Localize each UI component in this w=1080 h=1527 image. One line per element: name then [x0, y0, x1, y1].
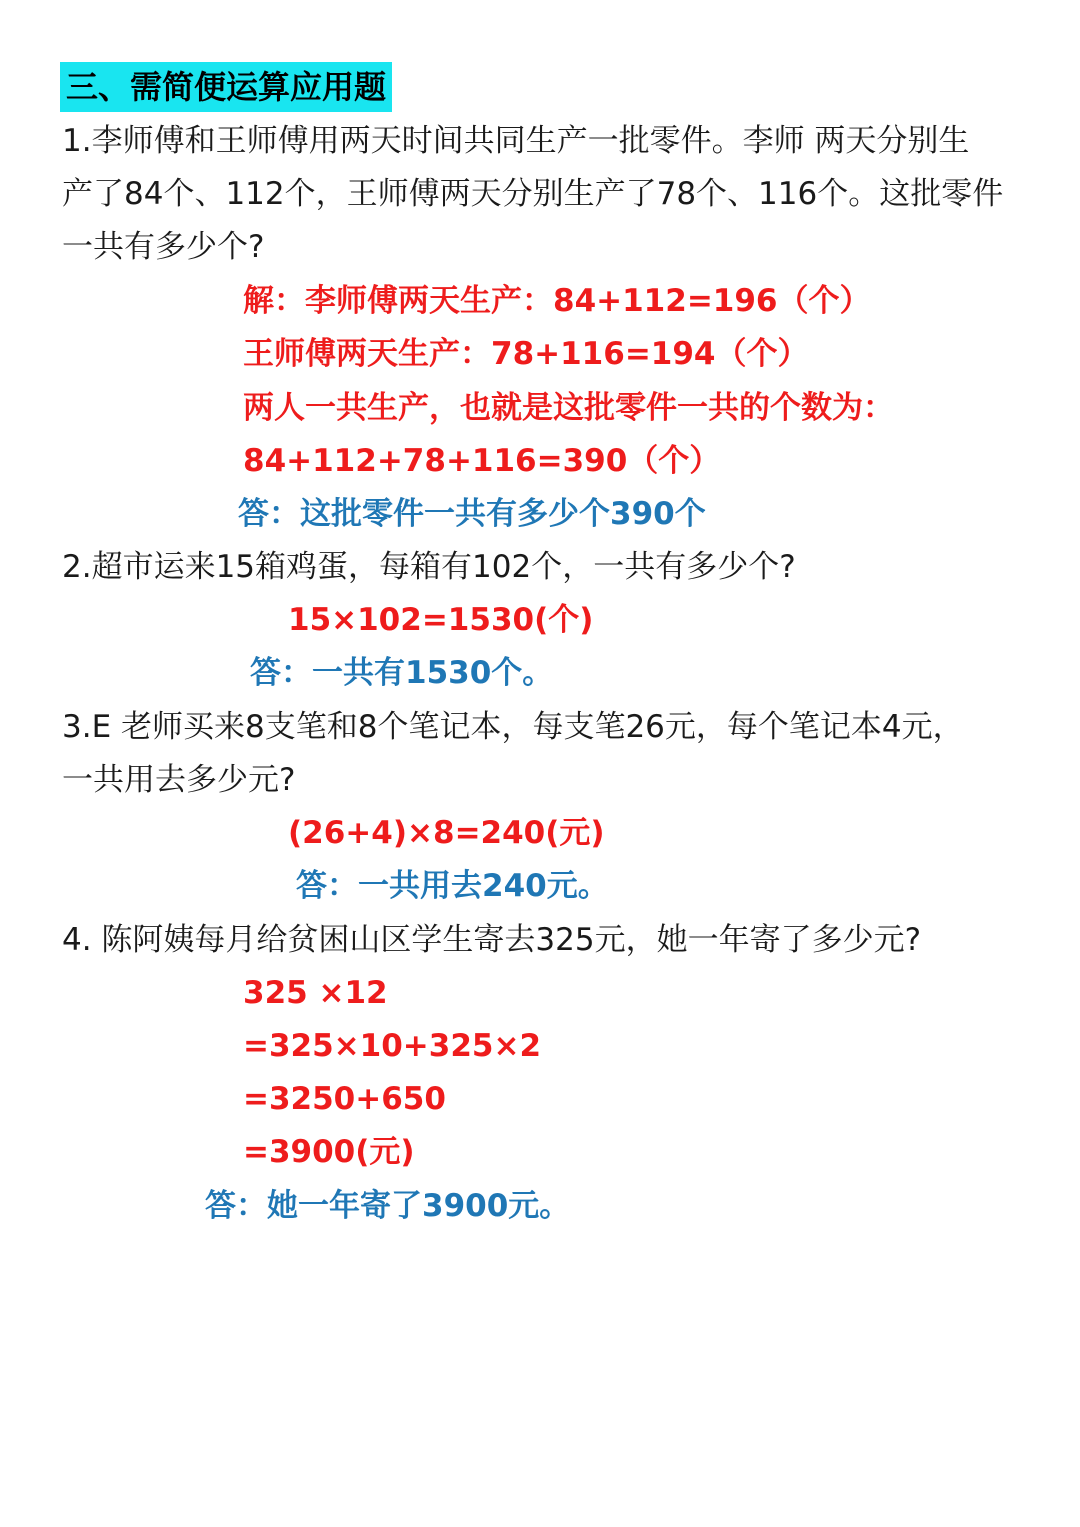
problem-1-solution-line-3: 两人一共生产，也就是这批零件一共的个数为：: [243, 390, 894, 426]
problem-4-answer: 答：她一年寄了3900元。: [205, 1188, 571, 1224]
question-line: 1.李师傅和王师傅用两天时间共同生产一批零件。李师 两天分别生: [62, 123, 970, 159]
problem-1-solution-line-4: 84+112+78+116=390（个）: [243, 443, 721, 479]
problem-4-solution-line-2: =325×10+325×2: [243, 1028, 542, 1064]
problem-1-solution-line-1: 解：李师傅两天生产：84+112=196（个）: [243, 283, 871, 319]
question-line: 2.超市运来15箱鸡蛋，每箱有102个，一共有多少个?: [62, 549, 796, 585]
problem-2-answer: 答：一共有1530个。: [250, 655, 554, 691]
problem-2-question: [62, 541, 1022, 594]
problem-4-solution-line-1: 325 ×12: [243, 975, 388, 1011]
problem-4-question: [62, 914, 1022, 967]
problem-4-solution-line-4: =3900(元): [243, 1134, 415, 1170]
problem-4-solution-line-3: =3250+650: [243, 1081, 446, 1117]
problem-3-question: [62, 701, 1022, 807]
problem-2-solution-line-1: 15×102=1530(个): [288, 602, 594, 638]
question-line: 产了84个、112个，王师傅两天分别生产了78个、116个。这批零件: [62, 176, 1004, 212]
problem-1-question: [62, 115, 1022, 274]
problem-1-solution-line-2: 王师傅两天生产：78+116=194（个）: [243, 336, 809, 372]
question-line: 4. 陈阿姨每月给贫困山区学生寄去325元，她一年寄了多少元?: [62, 922, 922, 958]
question-line: 一共用去多少元?: [62, 762, 296, 798]
question-line: 3.E 老师买来8支笔和8个笔记本，每支笔26元，每个笔记本4元，: [62, 709, 964, 745]
section-heading: 三、需简便运算应用题: [60, 62, 392, 112]
problem-1-answer: 答：这批零件一共有多少个390个: [238, 496, 706, 532]
problem-3-solution-line-1: (26+4)×8=240(元): [288, 815, 605, 851]
problem-3-answer: 答：一共用去240元。: [296, 868, 609, 904]
question-line: 一共有多少个?: [62, 229, 265, 265]
